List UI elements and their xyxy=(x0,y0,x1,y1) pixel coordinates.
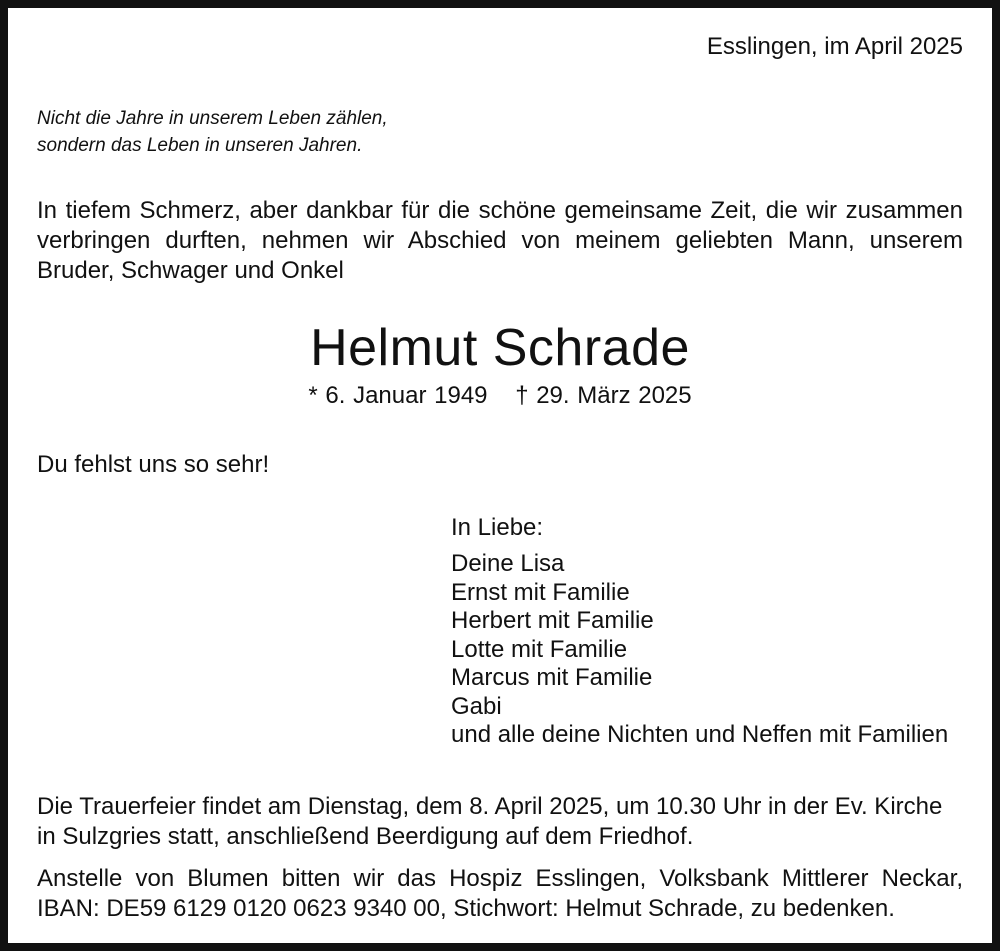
intro-line-1: In tiefem Schmerz, aber dankbar für die schöne gemeinsame Zeit, die wir zusammen xyxy=(37,197,963,224)
intro-line-3: Bruder, Schwager und Onkel xyxy=(37,257,344,284)
funeral-line-1: Die Trauerfeier findet am Dienstag, dem 8. April 2025, um 10.30 Uhr in der Ev. Kirche xyxy=(37,793,943,820)
quote-line-1: Nicht die Jahre in unserem Leben zählen, xyxy=(37,108,388,129)
mourner-name: Marcus mit Familie xyxy=(451,664,653,691)
mourners-title: In Liebe: xyxy=(451,514,544,541)
mourner-name: Gabi xyxy=(451,692,502,720)
donation-line-1: Anstelle von Blumen bitten wir das Hospiz Esslingen, Volksbank Mittlerer Neckar, xyxy=(37,865,963,892)
mourner-name: Lotte mit Familie xyxy=(451,635,628,663)
intro-paragraph xyxy=(37,196,963,286)
donation-notice xyxy=(37,864,963,924)
farewell-line: Du fehlst uns so sehr! xyxy=(37,451,270,478)
mourners-list xyxy=(451,550,948,750)
mourner-name: und alle deine Nichten und Neffen mit Familien xyxy=(451,721,949,748)
intro-line-2: verbringen durften, nehmen wir Abschied von meinem geliebten Mann, unserem xyxy=(37,227,963,254)
place-date: Esslingen, im April 2025 xyxy=(706,33,963,60)
mourner-name: Herbert mit Familie xyxy=(451,607,654,634)
memorial-quote xyxy=(37,105,388,159)
funeral-line-2: in Sulzgries statt, anschließend Beerdigung auf dem Friedhof. xyxy=(37,823,694,850)
birth-date: * 6. Januar 1949 xyxy=(308,382,488,409)
funeral-notice xyxy=(37,792,963,852)
mourner-name: Deine Lisa xyxy=(451,550,565,577)
mourner-name: Ernst mit Familie xyxy=(451,578,630,606)
quote-line-2: sondern das Leben in unseren Jahren. xyxy=(37,135,363,156)
deceased-name: Helmut Schrade xyxy=(310,319,690,377)
life-dates xyxy=(0,382,1000,410)
donation-line-2: IBAN: DE59 6129 0120 0623 9340 00, Stichwort: Helmut Schrade, zu bedenken. xyxy=(37,895,895,922)
death-date: † 29. März 2025 xyxy=(515,382,692,409)
